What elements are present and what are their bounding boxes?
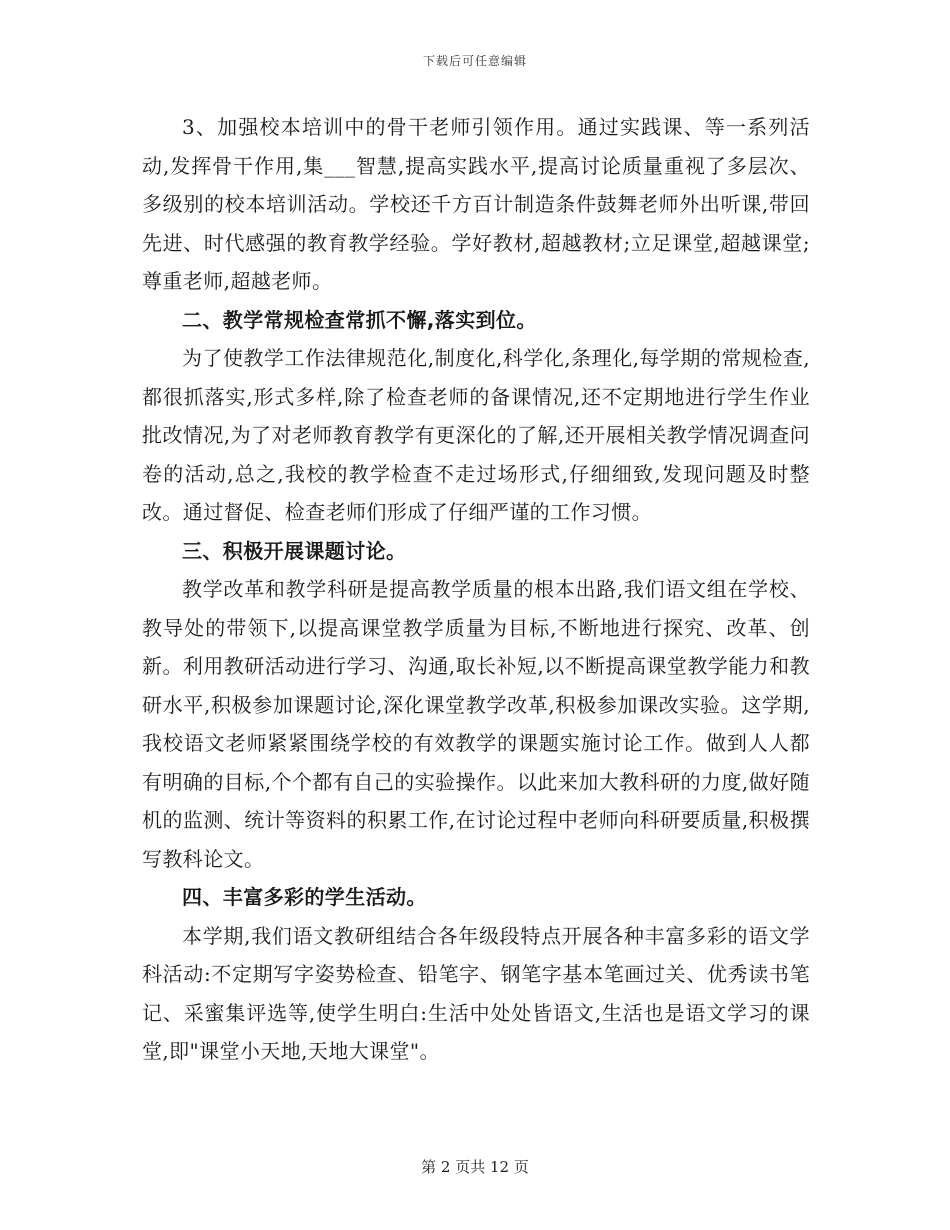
section-heading-routine-inspection: 二、教学常规检查常抓不懈,落实到位。 [182, 307, 537, 332]
page-number: 第 2 页共 12 页 [421, 1158, 529, 1176]
section-heading-research-topics: 三、积极开展课题讨论。 [182, 538, 407, 563]
section-heading-student-activities: 四、丰富多彩的学生活动。 [182, 885, 427, 909]
paragraph-student-activities: 本学期,我们语文教研组结合各年级段特点开展各种丰富多彩的语文学科活动:不定期写字姿势检查、铅笔字、钢笔字基本笔画过关、优秀读书笔记、采蜜集评选等,使学生明白:生活中处处皆语文,生活也是语文学习的课堂,即"课堂小天地,天地大课堂"。 [142, 923, 810, 1063]
document-body [142, 108, 810, 1071]
paragraph-routine-inspection: 为了使教学工作法律规范化,制度化,科学化,条理化,每学期的常规检查,都很抓落实,形式多样,除了检查老师的备课情况,还不定期地进行学生作业批改情况,为了对老师教育教学有更深化的了解,还开展相关教学情况调查问卷的活动,总之,我校的教学检查不走过场形式,仔细细致,发现问题及时整改。通过督促、检查老师们形成了仔细严谨的工作习惯。 [142, 346, 810, 524]
paragraph-backbone-teacher-training: 3、加强校本培训中的骨干老师引领作用。通过实践课、等一系列活动,发挥骨干作用,集___智慧,提高实践水平,提高讨论质量重视了多层次、多级别的校本培训活动。学校还千方百计制造条件鼓舞老师外出听课,带回先进、时代感强的教育教学经验。学好教材,超越教材;立足课堂,超越课堂;尊重老师,超越老师。 [142, 115, 810, 293]
paragraph-research-topics: 教学改革和教学科研是提高教学质量的根本出路,我们语文组在学校、教导处的带领下,以提高课堂教学质量为目标,不断地进行探究、改革、创新。利用教研活动进行学习、沟通,取长补短,以不断提高课堂教学能力和教研水平,积极参加课题讨论,深化课堂教学改革,积极参加课改实验。这学期,我校语文老师紧紧围绕学校的有效教学的课题实施讨论工作。做到人人都有明确的目标,个个都有自己的实验操作。以此来加大教科研的力度,做好随机的监测、统计等资料的积累工作,在讨论过程中老师向科研要质量,积极撰写教科论文。 [142, 577, 810, 871]
page-header: 下载后可任意编辑 [422, 54, 527, 68]
